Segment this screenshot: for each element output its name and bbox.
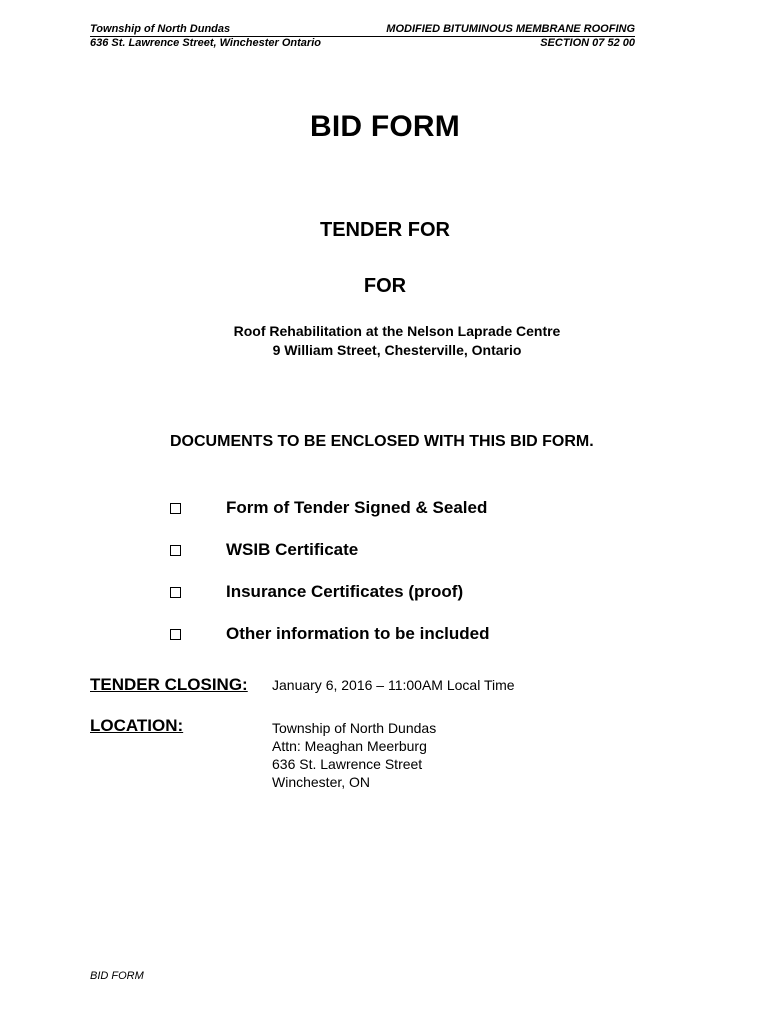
checkbox-icon[interactable] [170,503,181,514]
checklist-item-label: WSIB Certificate [226,540,359,559]
checklist-item-label: Insurance Certificates (proof) [226,582,464,601]
location-line: Township of North Dundas [272,720,437,736]
header-spec-title: MODIFIED BITUMINOUS MEMBRANE ROOFING [386,23,635,35]
location-address [272,719,436,791]
subtitle-for: FOR [363,275,407,297]
location-label: LOCATION: [90,716,184,735]
checkbox-icon[interactable] [170,587,181,598]
location-line: Attn: Meaghan Meerburg [272,738,427,754]
project-name: Roof Rehabilitation at the Nelson Laprade Centre [233,323,561,339]
checklist-item [170,613,490,655]
location-line: 636 St. Lawrence Street [272,756,423,772]
page-header [90,23,635,50]
project-description [0,322,770,360]
checklist-item [170,571,490,613]
checklist-item [170,487,490,529]
tender-closing-label: TENDER CLOSING: [90,675,248,694]
tender-closing-value: January 6, 2016 – 11:00AM Local Time [272,677,515,693]
location-line: Winchester, ON [272,774,371,790]
checklist-item [170,529,490,571]
header-organization: Township of North Dundas [90,23,231,35]
checkbox-icon[interactable] [170,545,181,556]
documents-heading: DOCUMENTS TO BE ENCLOSED WITH THIS BID FORM. [170,433,594,450]
project-address: 9 William Street, Chesterville, Ontario [272,342,522,358]
page-footer: BID FORM [90,970,144,982]
checklist-item-label: Other information to be included [226,624,490,643]
checkbox-icon[interactable] [170,629,181,640]
subtitle-tender-for: TENDER FOR [320,219,450,241]
header-section-number: SECTION 07 52 00 [540,37,635,49]
checklist-item-label: Form of Tender Signed & Sealed [226,498,488,517]
header-address: 636 St. Lawrence Street, Winchester Ontario [90,37,321,49]
documents-checklist [170,487,490,655]
page-title: BID FORM [310,110,460,143]
